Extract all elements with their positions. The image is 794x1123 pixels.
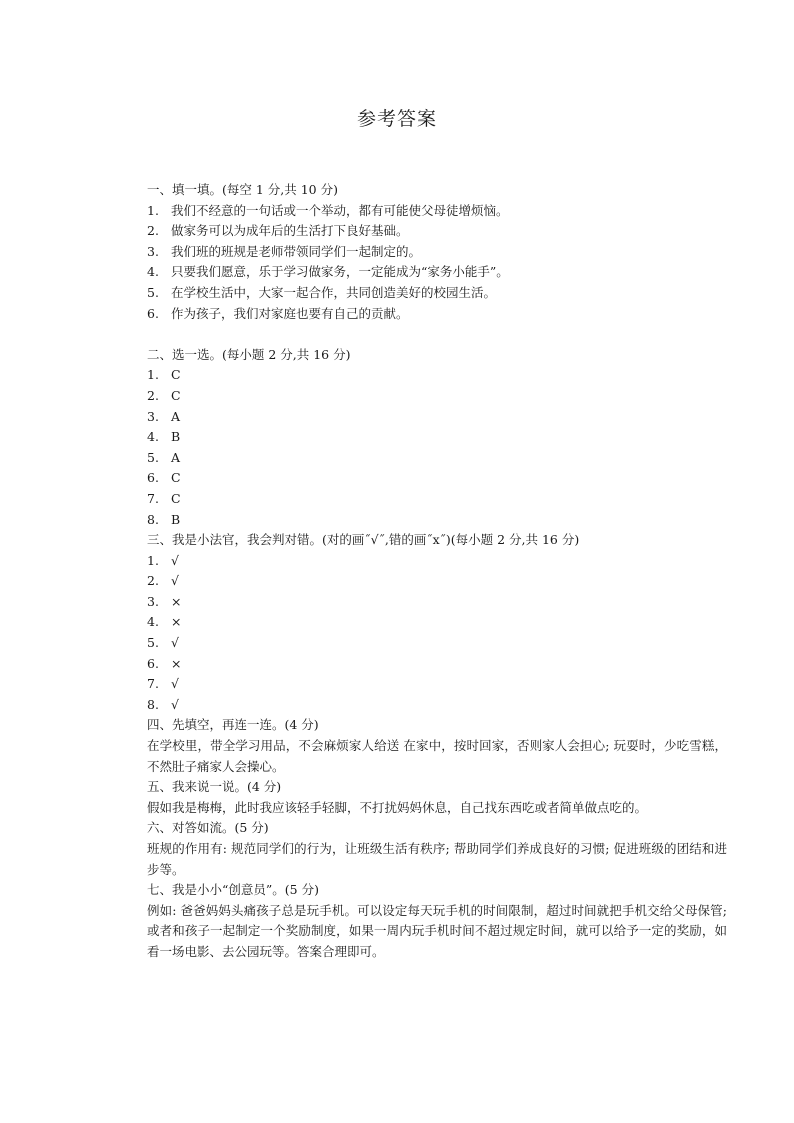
s3-item: [147, 612, 727, 633]
section-7-heading: 七、我是小小“创意员”。(5 分): [147, 882, 319, 898]
s1-item: [147, 221, 727, 242]
item-mark: √: [171, 676, 179, 692]
s2-item: [147, 365, 727, 386]
item-mark: ×: [171, 614, 182, 630]
item-number: 5.: [147, 284, 159, 300]
section-6-heading: 六、对答如流。(5 分): [147, 820, 269, 836]
item-mark: √: [171, 552, 179, 568]
section-4-heading: 四、先填空，再连一连。(4 分): [147, 717, 319, 733]
item-answer: C: [171, 387, 181, 403]
item-mark: ×: [171, 593, 182, 609]
section-5-heading: 五、我来说一说。(4 分): [147, 779, 282, 795]
section-1-heading: 一、填一填。(每空 1 分,共 10 分): [147, 182, 338, 197]
item-number: 6.: [147, 655, 159, 671]
item-number: 8.: [147, 511, 159, 527]
s3-item: [147, 592, 727, 613]
item-text: 做家务可以为成年后的生活打下良好基础。: [171, 223, 409, 239]
answer-content: [147, 180, 727, 963]
item-mark: √: [171, 696, 179, 712]
item-number: 7.: [147, 676, 159, 692]
s2-item: [147, 489, 727, 510]
item-answer: A: [171, 408, 181, 424]
section-4-answer: 在学校里，带全学习用品，不会麻烦家人给送 在家中，按时回家，否则家人会担心; 玩耍时，少吃雪糕，不然肚子痛家人会操心。: [147, 738, 727, 774]
s3-item: [147, 695, 727, 716]
item-number: 3.: [147, 408, 159, 424]
item-text: 作为孩子，我们对家庭也要有自己的贡献。: [171, 305, 409, 321]
item-text: 我们班的班规是老师带领同学们一起制定的。: [171, 243, 422, 259]
s3-item: [147, 633, 727, 654]
item-number: 2.: [147, 573, 159, 589]
s2-item: [147, 448, 727, 469]
item-mark: √: [171, 573, 179, 589]
item-number: 8.: [147, 696, 159, 712]
item-number: 4.: [147, 264, 159, 280]
item-text: 我们不经意的一句话或一个举动，都有可能使父母徒增烦恼。: [171, 202, 509, 218]
item-number: 5.: [147, 449, 159, 465]
s2-item: [147, 427, 727, 448]
item-text: 只要我们愿意，乐于学习做家务，一定能成为“家务小能手”。: [171, 264, 509, 280]
item-number: 2.: [147, 387, 159, 403]
item-number: 6.: [147, 305, 159, 321]
section-6-answer: 班规的作用有: 规范同学们的行为，让班级生活有秩序; 帮助同学们养成良好的习惯; 促进班级的团结和进步等。: [147, 841, 727, 877]
item-number: 1.: [147, 367, 159, 383]
s1-item: [147, 304, 727, 325]
s2-item: [147, 407, 727, 428]
section-gap: [147, 324, 727, 345]
item-answer: B: [171, 429, 181, 445]
s1-item: [147, 201, 727, 222]
s3-item: [147, 654, 727, 675]
item-number: 1.: [147, 552, 159, 568]
item-answer: A: [171, 449, 181, 465]
item-number: 7.: [147, 490, 159, 506]
section-2-heading: 二、选一选。(每小题 2 分,共 16 分): [147, 346, 351, 362]
s2-item: [147, 386, 727, 407]
s2-item: [147, 468, 727, 489]
s3-item: [147, 551, 727, 572]
s1-item: [147, 262, 727, 283]
item-answer: C: [171, 367, 181, 383]
item-number: 4.: [147, 429, 159, 445]
s1-item: [147, 283, 727, 304]
item-number: 5.: [147, 635, 159, 651]
item-number: 4.: [147, 614, 159, 630]
item-answer: B: [171, 511, 181, 527]
item-number: 6.: [147, 470, 159, 486]
item-number: 2.: [147, 223, 159, 239]
s3-item: [147, 674, 727, 695]
item-mark: √: [171, 635, 179, 651]
item-text: 在学校生活中，大家一起合作，共同创造美好的校园生活。: [171, 284, 497, 300]
s2-item: [147, 510, 727, 531]
item-answer: C: [171, 470, 181, 486]
s3-item: [147, 571, 727, 592]
item-number: 3.: [147, 593, 159, 609]
item-answer: C: [171, 490, 181, 506]
s1-item: [147, 242, 727, 263]
section-5-answer: 假如我是梅梅，此时我应该轻手轻脚，不打扰妈妈休息，自己找东西吃或者简单做点吃的。: [147, 799, 648, 815]
section-7-answer: 例如: 爸爸妈妈头痛孩子总是玩手机。可以设定每天玩手机的时间限制，超过时间就把手机交给父母保管; 或者和孩子一起制定一个奖励制度，如果一周内玩手机时间不超过规定时间，就可以给予一定的奖励，如看一场电影、去公园玩等。答案合理即可。: [147, 902, 727, 959]
item-mark: ×: [171, 655, 182, 671]
item-number: 1.: [147, 202, 159, 218]
page-title: 参考答案: [356, 108, 437, 130]
item-number: 3.: [147, 243, 159, 259]
section-3-heading: 三、我是小法官，我会判对错。(对的画˝√˝,错的画˝x˝)(每小题 2 分,共 16 分): [147, 532, 580, 548]
